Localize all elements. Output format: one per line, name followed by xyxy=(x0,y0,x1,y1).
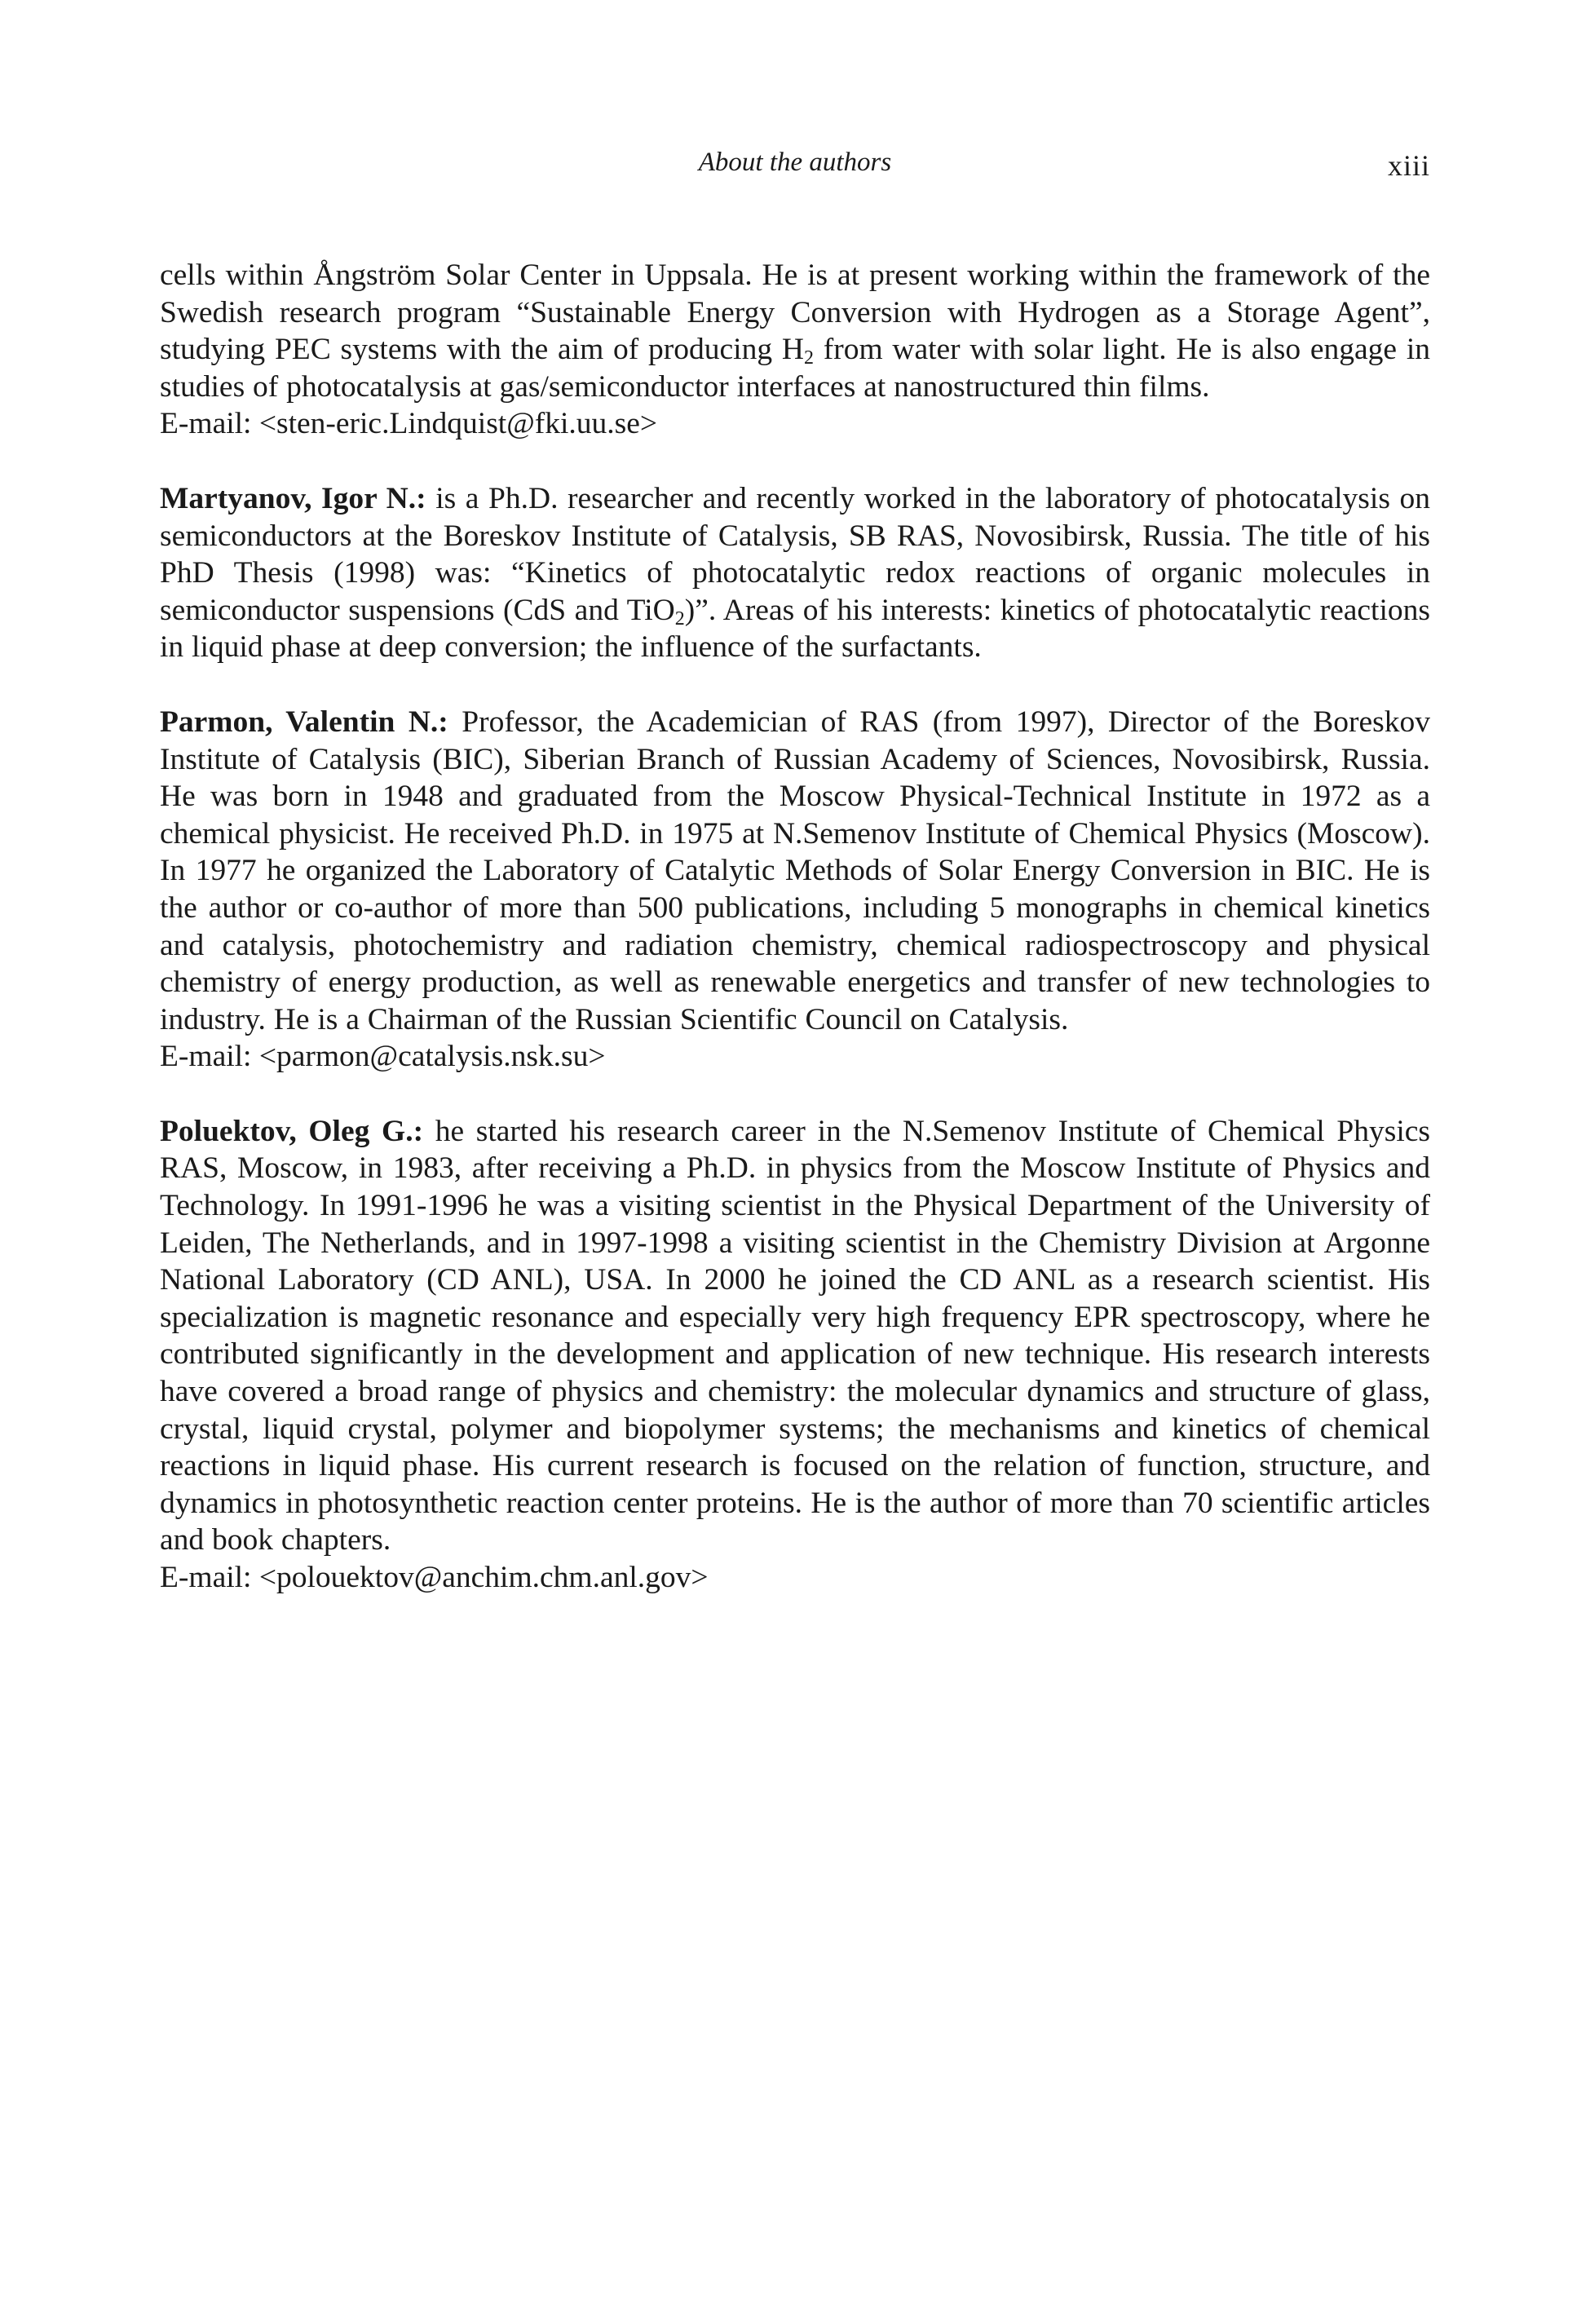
author-email: E-mail: <parmon@catalysis.nsk.su> xyxy=(160,1040,606,1074)
author-name: Parmon, Valentin N.: xyxy=(160,705,448,739)
subscript: 2 xyxy=(674,608,685,630)
bio-text: )”. Areas of his interests: kinetics of photocatalytic reactions in liquid phase at deep conversion; the influence of the surfactants. xyxy=(160,593,1430,665)
author-entry-martyanov xyxy=(160,480,1430,666)
bio-text: Professor, the Academician of RAS (from 1997), Director of the Boreskov Institute of Catalysis (BIC), Siberian Branch of Russian Academy of Sciences, Novosibirsk, Russia. He was born in 1948 and graduated from the Moscow Physical-Technical Institute in 1972 as a chemical physicist. He received Ph.D. in 1975 at N.Semenov Institute of Chemical Physics (Moscow). In 1977 he organized the Laboratory of Catalytic Methods of Solar Energy Conversion in BIC. He is the author or co-author of more than 500 publications, including 5 monographs in chemical kinetics and catalysis, photochemistry and radiation chemistry, chemical radiospectroscopy and physical chemistry of energy production, as well as renewable energetics and transfer of new technologies to industry. He is a Chairman of the Russian Scientific Council on Catalysis. xyxy=(160,705,1430,1036)
bio-text: is a Ph.D. researcher and recently worked in the laboratory of photocatalysis on semiconductors at the Boreskov Institute of Catalysis, SB RAS, Novosibirsk, Russia. The title of his PhD Thesis (1998) was: “Kinetics of photocatalytic redox reactions of organic molecules in semiconductor suspensions (CdS and TiO xyxy=(160,481,1430,627)
author-name: Poluektov, Oleg G.: xyxy=(160,1114,424,1148)
author-entry-continuation xyxy=(160,257,1430,405)
running-header xyxy=(160,142,1430,183)
author-entry-parmon xyxy=(160,704,1430,1038)
author-email: E-mail: <sten-eric.Lindquist@fki.uu.se> xyxy=(160,407,658,441)
bio-text: he started his research career in the N.Semenov Institute of Chemical Physics RAS, Moscow, in 1983, after receiving a Ph.D. in physics from the Moscow Institute of Physics and Technology. In 1991-1996 he was a visiting scientist in the Physical Department of the University of Leiden, The Netherlands, and in 1997-1998 a visiting scientist in the Chemistry Division at Argonne National Laboratory (CD ANL), USA. In 2000 he joined the CD ANL as a research scientist. His specialization is magnetic resonance and especially very high frequency EPR spectroscopy, where he contributed significantly in the development and application of new technique. His research interests have covered a broad range of physics and chemistry: the molecular dynamics and structure of glass, crystal, liquid crystal, polymer and biopolymer systems; the mechanisms and kinetics of chemical reactions in liquid phase. His current research is focused on the relation of function, structure, and dynamics in photosynthetic reaction center proteins. He is the author of more than 70 scientific articles and book chapters. xyxy=(160,1114,1430,1557)
bio-text: cells within Ångström Solar Center in Uppsala. He is at present working within the framework of the Swedish research program “Sustainable Energy Conversion with Hydrogen as a Storage Agent”, studying PEC systems with the aim of producing H xyxy=(160,258,1430,367)
about-authors-content xyxy=(160,257,1430,1597)
author-name: Martyanov, Igor N.: xyxy=(160,481,426,515)
subscript: 2 xyxy=(803,347,814,369)
page-number: xiii xyxy=(1387,149,1430,182)
author-entry-poluektov xyxy=(160,1113,1430,1559)
bio-text: from water with solar light. He is also engage in studies of photocatalysis at gas/semiconductor interfaces at nanostructured thin films. xyxy=(160,333,1430,404)
running-title: About the authors xyxy=(698,148,892,177)
author-email: E-mail: <polouektov@anchim.chm.anl.gov> xyxy=(160,1561,709,1594)
